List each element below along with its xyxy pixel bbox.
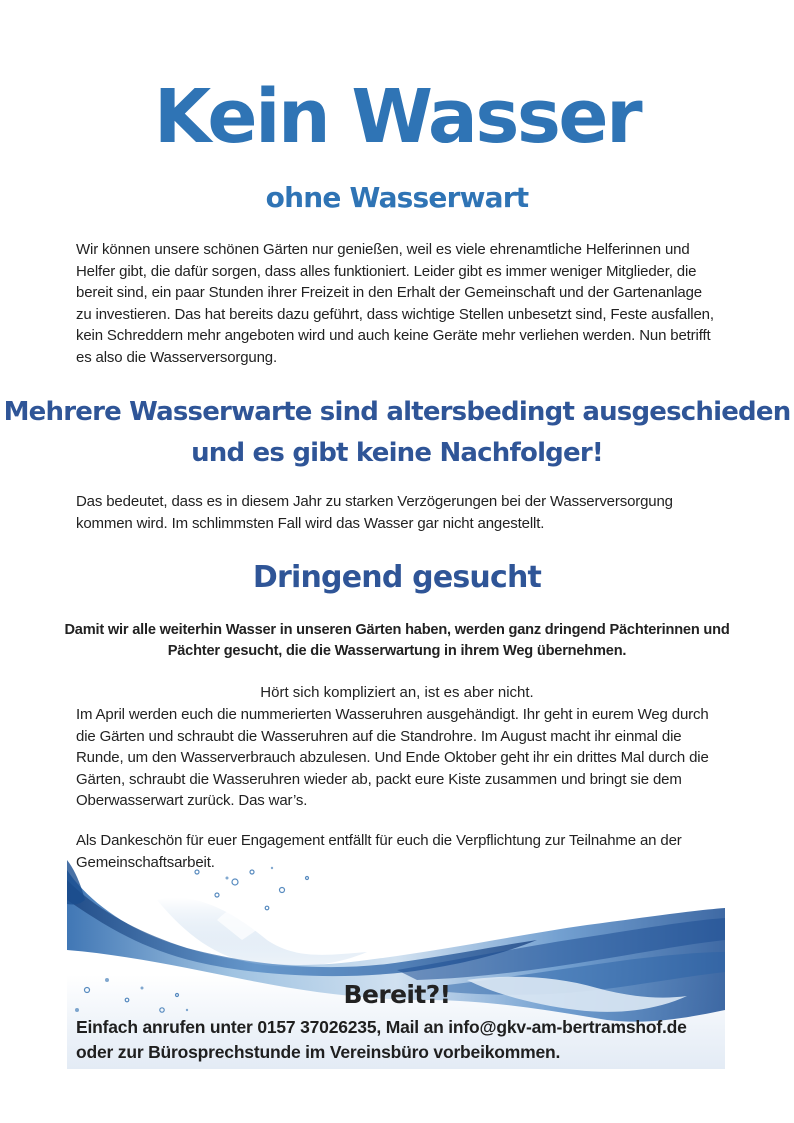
contact-line-1: Einfach anrufen unter 0157 37026235, Mail an info@gkv-am-bertramshof.de xyxy=(76,1017,687,1037)
contact-info xyxy=(76,1015,736,1065)
wanted-details: Im April werden euch die nummerierten Wasseruhren ausgehändigt. Ihr geht in eurem Weg durch die Gärten und schraubt die Wasseruhren auf die Standrohre. Im August macht ihr einmal die Runde, um den Wasserverbrauch abzulesen. Und Ende Oktober geht ihr ein drittes Mal durch die Gärten, schraubt die Wasseruhren wieder ab, packt eure Kiste zusammen und bringt sie dem Oberwasserwart zurück. Das war’s. xyxy=(76,706,709,810)
intro-paragraph: Wir können unsere schönen Gärten nur genießen, weil es viele ehrenamtliche Helferinnen und Helfer gibt, die dafür sorgen, dass alles funktioniert. Leider gibt es immer weniger Mitglieder, die bereit sind, ein paar Stunden ihrer Freizeit in den Erhalt der Gemeinschaft und der Gartenanlage zu investieren. Das hat bereits dazu geführt, dass wichtige Stellen unbesetzt sind, Feste ausfallen, kein Schreddern mehr angeboten wird und auch keine Geräte mehr verliehen werden. Nun betrifft es also die Wasserversorgung. xyxy=(76,241,714,366)
thanks-paragraph: Als Dankeschön für euer Engagement entfällt für euch die Verpflichtung zur Teilnahme an der Gemeinschaftsarbeit. xyxy=(76,832,682,871)
alert-heading: Mehrere Wasserwarte sind altersbedingt ausgeschieden und es gibt keine Nachfolger! xyxy=(3,397,791,468)
wanted-bold-text: Damit wir alle weiterhin Wasser in unseren Gärten haben, werden ganz dringend Pächterinnen und Pächter gesucht, die die Wasserwartung in ihrem Weg übernehmen. xyxy=(64,622,730,659)
contact-line-2: oder zur Bürosprechstunde im Vereinsbüro vorbeikommen. xyxy=(76,1042,561,1062)
alert-paragraph: Das bedeutet, dass es in diesem Jahr zu starken Verzögerungen bei der Wasserversorgung kommen wird. Im schlimmsten Fall wird das Wasser gar nicht angestellt. xyxy=(76,493,673,532)
main-title: Kein Wasser xyxy=(153,74,641,160)
wanted-heading: Dringend gesucht xyxy=(252,560,542,595)
subtitle: ohne Wasserwart xyxy=(265,181,529,214)
wanted-center-line: Hört sich kompliziert an, ist es aber nicht. xyxy=(260,684,534,701)
cta-heading: Bereit?! xyxy=(343,980,451,1009)
